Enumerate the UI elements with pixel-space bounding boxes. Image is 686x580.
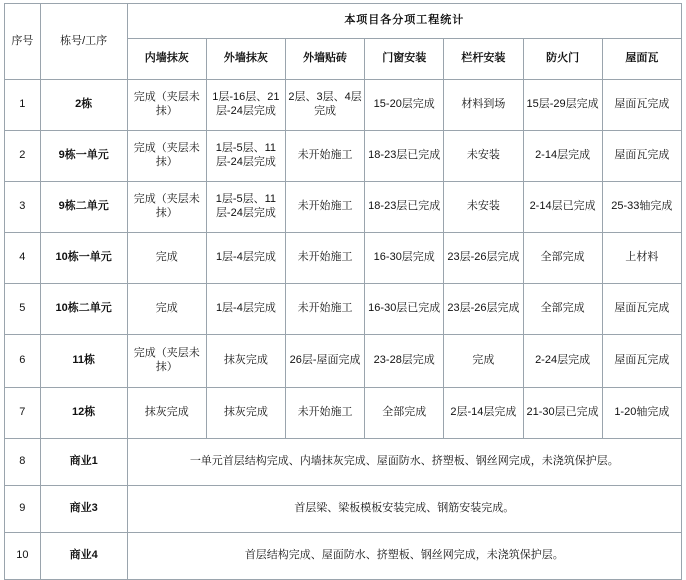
row-cell: 全部完成 <box>523 284 602 335</box>
row-seq: 5 <box>5 284 41 335</box>
row-cell: 完成（夹层未抹） <box>127 131 206 182</box>
row-cell: 未开始施工 <box>285 284 364 335</box>
table-row <box>5 533 682 580</box>
row-cell: 屋面瓦完成 <box>602 335 681 388</box>
table-row <box>5 80 682 131</box>
table-row <box>5 335 682 388</box>
row-cell: 未安装 <box>444 131 523 182</box>
row-cell: 21-30层已完成 <box>523 388 602 439</box>
row-cell: 完成（夹层未抹） <box>127 182 206 233</box>
table-row <box>5 131 682 182</box>
row-seq: 9 <box>5 486 41 533</box>
row-cell: 26层-屋面完成 <box>285 335 364 388</box>
row-building: 9栋一单元 <box>40 131 127 182</box>
row-cell: 2层-14层完成 <box>444 388 523 439</box>
row-cell: 2-14层已完成 <box>523 182 602 233</box>
row-cell: 未安装 <box>444 182 523 233</box>
row-cell: 未开始施工 <box>285 233 364 284</box>
table-row <box>5 439 682 486</box>
row-seq: 8 <box>5 439 41 486</box>
row-building: 商业3 <box>40 486 127 533</box>
row-cell: 23层-26层完成 <box>444 233 523 284</box>
table-row <box>5 388 682 439</box>
table-row <box>5 284 682 335</box>
row-building: 商业1 <box>40 439 127 486</box>
row-cell: 2-14层完成 <box>523 131 602 182</box>
table-row <box>5 182 682 233</box>
row-cell: 未开始施工 <box>285 131 364 182</box>
column-header-building: 栋号/工序 <box>40 4 127 80</box>
row-note: 首层结构完成、屋面防水、挤塑板、钢丝网完成，未浇筑保护层。 <box>127 533 681 580</box>
row-cell: 屋面瓦完成 <box>602 284 681 335</box>
row-cell: 抹灰完成 <box>206 388 285 439</box>
row-cell: 完成 <box>127 233 206 284</box>
row-seq: 1 <box>5 80 41 131</box>
row-cell: 1层-16层、21层-24层完成 <box>206 80 285 131</box>
row-cell: 23层-26层完成 <box>444 284 523 335</box>
row-building: 12栋 <box>40 388 127 439</box>
row-cell: 完成 <box>127 284 206 335</box>
row-cell: 15层-29层完成 <box>523 80 602 131</box>
column-header-item-1: 外墙抹灰 <box>206 39 285 80</box>
row-cell: 未开始施工 <box>285 182 364 233</box>
row-seq: 10 <box>5 533 41 580</box>
row-cell: 屋面瓦完成 <box>602 80 681 131</box>
title-row <box>5 4 682 39</box>
row-cell: 材料到场 <box>444 80 523 131</box>
row-building: 商业4 <box>40 533 127 580</box>
row-cell: 全部完成 <box>523 233 602 284</box>
row-cell: 16-30层已完成 <box>365 284 444 335</box>
column-header-item-2: 外墙贴砖 <box>285 39 364 80</box>
row-cell: 完成（夹层未抹） <box>127 80 206 131</box>
row-seq: 2 <box>5 131 41 182</box>
row-cell: 1层-5层、11层-24层完成 <box>206 182 285 233</box>
row-building: 10栋一单元 <box>40 233 127 284</box>
row-cell: 16-30层完成 <box>365 233 444 284</box>
row-note: 首层梁、梁板模板安装完成、钢筋安装完成。 <box>127 486 681 533</box>
row-cell: 18-23层已完成 <box>365 182 444 233</box>
row-cell: 屋面瓦完成 <box>602 131 681 182</box>
column-header-item-4: 栏杆安装 <box>444 39 523 80</box>
row-cell: 1层-5层、11层-24层完成 <box>206 131 285 182</box>
column-header-item-0: 内墙抹灰 <box>127 39 206 80</box>
row-cell: 上材料 <box>602 233 681 284</box>
row-note: 一单元首层结构完成、内墙抹灰完成、屋面防水、挤塑板、钢丝网完成，未浇筑保护层。 <box>127 439 681 486</box>
table-row <box>5 233 682 284</box>
row-cell: 23-28层完成 <box>365 335 444 388</box>
row-cell: 1层-4层完成 <box>206 233 285 284</box>
row-cell: 2-24层完成 <box>523 335 602 388</box>
row-cell: 1层-4层完成 <box>206 284 285 335</box>
row-seq: 7 <box>5 388 41 439</box>
column-header-seq: 序号 <box>5 4 41 80</box>
row-cell: 15-20层完成 <box>365 80 444 131</box>
row-cell: 1-20轴完成 <box>602 388 681 439</box>
column-header-item-6: 屋面瓦 <box>602 39 681 80</box>
row-seq: 6 <box>5 335 41 388</box>
row-cell: 全部完成 <box>365 388 444 439</box>
column-header-item-3: 门窗安装 <box>365 39 444 80</box>
row-cell: 25-33轴完成 <box>602 182 681 233</box>
row-seq: 3 <box>5 182 41 233</box>
column-header-item-5: 防火门 <box>523 39 602 80</box>
row-cell: 18-23层已完成 <box>365 131 444 182</box>
row-building: 9栋二单元 <box>40 182 127 233</box>
table-title: 本项目各分项工程统计 <box>127 4 681 39</box>
row-cell: 完成（夹层未抹） <box>127 335 206 388</box>
row-cell: 2层、3层、4层完成 <box>285 80 364 131</box>
row-building: 10栋二单元 <box>40 284 127 335</box>
row-seq: 4 <box>5 233 41 284</box>
project-statistics-table <box>4 3 682 580</box>
row-cell: 未开始施工 <box>285 388 364 439</box>
row-cell: 抹灰完成 <box>127 388 206 439</box>
row-building: 2栋 <box>40 80 127 131</box>
row-cell: 抹灰完成 <box>206 335 285 388</box>
row-building: 11栋 <box>40 335 127 388</box>
row-cell: 完成 <box>444 335 523 388</box>
table-row <box>5 486 682 533</box>
